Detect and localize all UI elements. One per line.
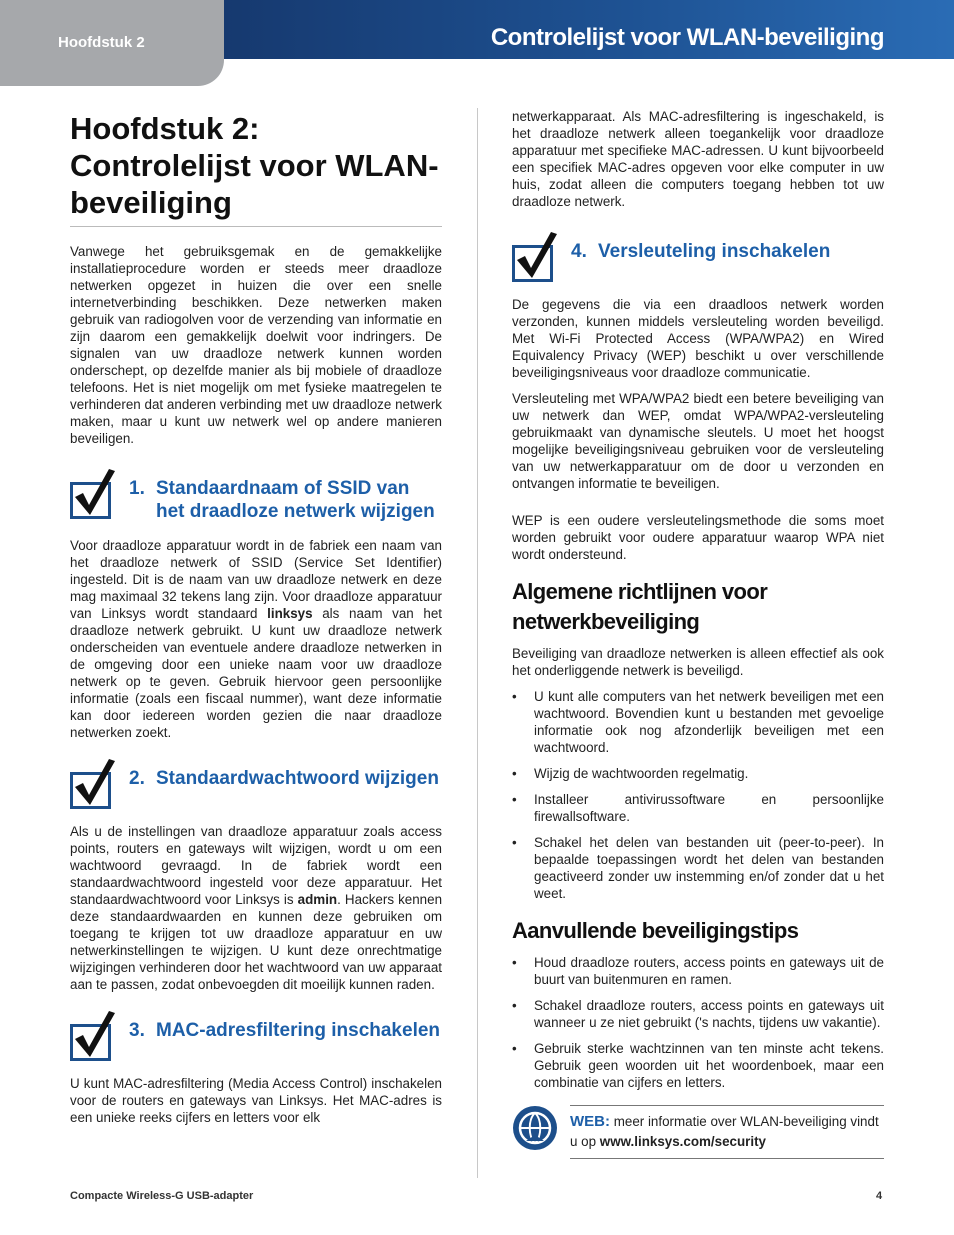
extra-tips-list xyxy=(512,954,884,1091)
list-item: • Houd draadloze routers, access points en gateways uit de buurt van buitenmuren en ramen. xyxy=(512,954,884,988)
list-item: • Installeer antivirussoftware en persoonlijke firewallsoftware. xyxy=(512,791,884,825)
section-3-title: MAC-adresfiltering inschakelen xyxy=(156,1020,441,1041)
list-item: • Wijzig de wachtwoorden regelmatig. xyxy=(512,765,884,782)
section-1-title: Standaardnaam of SSID van het draadloze netwerk wijzigen xyxy=(156,478,435,522)
section-2-heading xyxy=(70,767,442,809)
checkbox-icon xyxy=(70,1024,111,1061)
title-rule xyxy=(70,226,442,227)
web-link[interactable]: www.linksys.com/security xyxy=(599,1134,767,1149)
section-3-text-right: netwerkapparaat. Als MAC-adresfiltering is ingeschakeld, is het draadloze netwerk alleen toegankelijk voor draadloze apparatuur met specifieke MAC-adressen. U kunt bijvoorbeeld een specifiek MAC-adres opgeven voor elke computer in uw huis, zodat alleen die computers toegang hebben tot uw draadloze netwerk. xyxy=(512,109,884,209)
section-2-number: 2. xyxy=(129,768,145,789)
title-line-2: Controlelijst voor WLAN- xyxy=(70,148,439,183)
general-guidelines-intro: Beveiliging van draadloze netwerken is alleen effectief als ook het onderliggende netwerk is beveiligd. xyxy=(512,646,884,678)
section-4-number: 4. xyxy=(571,241,587,262)
section-1-text: Voor draadloze apparatuur wordt in de fabriek een naam van het draadloze netwerk of SSID (Service Set Identifier) ingesteld. Dit is de naam van uw draadloze netwerk en deze mag maximaal 32 tekens lang zijn. Voor draadloze apparatuur van Linksys wordt standaard linksys als naam van het draadloze netwerk gebruikt. U kunt uw draadloze netwerk onderscheiden van eventuele andere draadloze netwerken in de omgeving door een unieke naam voor uw draadloze netwerk op te geven. Gebruik hiervoor geen persoonlijke informatie (zoals een fiscaal nummer), want deze informatie kan door iedereen worden gezien die naar draadloze netwerken zoekt. xyxy=(70,538,442,740)
list-item: • Gebruik sterke wachtzinnen van ten minste acht tekens. Gebruik geen woorden uit het woordenboek, maar een combinatie van cijfers en letters. xyxy=(512,1040,884,1091)
checkbox-icon xyxy=(512,245,553,282)
section-2-text: Als u de instellingen van draadloze apparatuur zoals access points, routers en gateways wilt wijzigen, wordt u om een wachtwoord gevraagd. In de fabriek wordt een standaardwachtwoord ingesteld voor deze apparatuur. Het standaardwachtwoord voor Linksys is admin. Hackers kennen deze standaardwaarden en kunnen deze gebruiken om toegang te krijgen tot uw draadloze apparatuur en uw netwerkinstellingen te wijzigen. U kunt deze onrechtmatige wijzigingen verhinderen door het wachtwoord van uw apparaat aan te passen, zodat onbevoegden dit moeilijk kunnen raden. xyxy=(70,824,443,992)
page-title xyxy=(70,108,442,221)
column-divider xyxy=(477,108,478,1178)
general-guidelines-list xyxy=(512,688,884,902)
right-column xyxy=(512,108,884,1159)
web-text: meer informatie over WLAN-beveiliging vindt u op xyxy=(570,1114,879,1149)
chapter-tab-label: Hoofdstuk 2 xyxy=(58,34,145,51)
checkbox-icon xyxy=(70,772,111,809)
header-bar xyxy=(224,0,954,59)
list-item: • Schakel draadloze routers, access points en gateways uit wanneer u ze niet gebruikt ('s nachts, tijdens uw vakantie). xyxy=(512,997,884,1031)
header-section-title: Controlelijst voor WLAN-beveiliging xyxy=(490,24,884,51)
section-3-heading xyxy=(70,1019,442,1061)
list-item: • Schakel het delen van bestanden uit (peer-to-peer). In bepaalde toepassingen wordt het delen van bestanden geactiveerd zonder uw instemming en/of zonder dat u het weet. xyxy=(512,834,884,902)
section-1-number: 1. xyxy=(129,478,145,499)
footer-product: Compacte Wireless-G USB-adapter xyxy=(70,1190,254,1202)
web-note xyxy=(512,1105,884,1159)
extra-tips-heading: Aanvullende beveiligingstips xyxy=(512,918,799,943)
list-item: • U kunt alle computers van het netwerk beveiligen met een wachtwoord. Bovendien kunt u bestanden met gevoelige informatie ook nog afzonderlijk beveiligen met een wachtwoord. xyxy=(512,688,884,756)
section-4-paragraph: Versleuteling met WPA/WPA2 biedt een betere beveiliging van uw netwerk dan WEP, omdat WPA/WPA2-versleuteling gebruikmaakt van dynamische sleutels. U moet het hoogst mogelijke beveiligingsniveau gebruiken voor de versleuteling van uw netwerkapparatuur om de door u verzonden en ontvangen informatie te beveiligen. xyxy=(512,391,884,491)
checkbox-icon xyxy=(70,482,111,519)
left-column xyxy=(70,108,442,1135)
web-label: WEB: xyxy=(570,1113,610,1130)
globe-icon xyxy=(512,1105,558,1151)
section-4-heading xyxy=(512,240,884,282)
section-3-number: 3. xyxy=(129,1020,145,1041)
section-4-paragraph: De gegevens die via een draadloos netwerk worden verzonden, kunnen middels versleuteling worden beveiligd. Met Wi-Fi Protected Access (WPA/WPA2) en Wired Equivalency Privacy (WEP) beschikt u over verschillende beveiligingsniveaus voor draadloze communicatie. xyxy=(512,297,884,380)
general-guidelines-heading: Algemene richtlijnen voor netwerkbeveiliging xyxy=(512,579,768,634)
intro-paragraph: Vanwege het gebruiksgemak en de gemakkelijke installatieprocedure worden er steeds meer draadloze netwerken opgezet in huizen die over een snelle internetverbinding beschikken. Deze netwerken maken gebruik van radiogolven voor de verzending van informatie en zijn daarom een gemakkelijk doelwit voor indringers. De signalen van uw draadloze netwerk kunnen worden onderschept, op dezelfde manier als bij mobiele of draadloze telefoons. Het is niet mogelijk om met fysieke maatregelen te verhinderen dat anderen verbinding met uw draadloze netwerk maken, maar u kunt uw netwerk wel op andere manieren beveiligen. xyxy=(70,244,442,446)
section-4-paragraph: WEP is een oudere versleutelingsmethode die soms moet worden gebruikt voor oudere apparatuur waarop WPA niet wordt ondersteund. xyxy=(512,513,884,562)
chapter-tab xyxy=(0,0,224,86)
title-line-3: beveiliging xyxy=(70,185,232,220)
section-3-text-left: U kunt MAC-adresfiltering (Media Access Control) inschakelen voor de routers en gateways van Linksys. Het MAC-adres is een unieke reeks cijfers en letters voor elk xyxy=(70,1076,442,1125)
title-line-1: Hoofdstuk 2: xyxy=(70,111,260,146)
section-1-heading xyxy=(70,477,442,523)
page-number: 4 xyxy=(876,1190,883,1202)
section-2-title: Standaardwachtwoord wijzigen xyxy=(156,768,439,789)
section-4-title: Versleuteling inschakelen xyxy=(598,241,831,262)
